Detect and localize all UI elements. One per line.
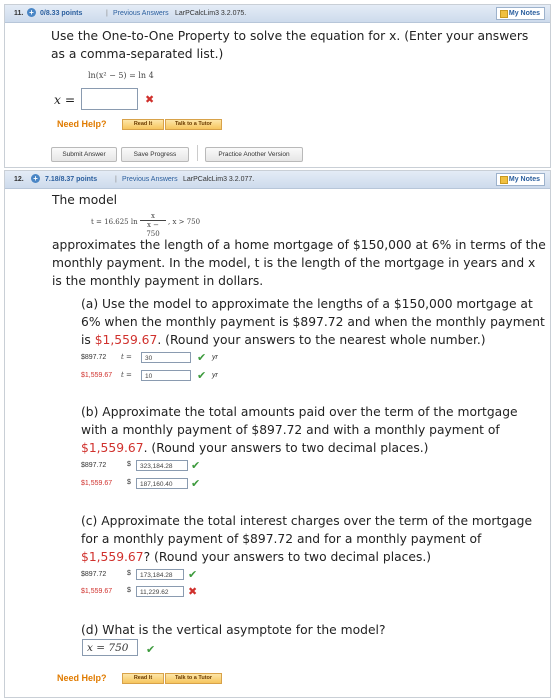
answer-input[interactable]: 10 [141,370,191,381]
answer-input[interactable]: x = 750 [82,639,138,656]
model-fraction [140,212,166,239]
question-11-header [5,5,550,23]
expand-icon[interactable]: + [27,8,36,17]
part-c-text [81,512,547,566]
correct-icon: ✔ [191,459,201,472]
question-number: 12. [14,176,24,183]
part-d-text: (d) What is the vertical asymptote for the model? [81,623,386,637]
my-notes-button[interactable]: My Notes [496,7,545,20]
model-denominator: x − 750 [146,221,160,238]
separator: | [115,176,117,183]
incorrect-icon: ✖ [145,93,155,106]
submit-answer-button[interactable]: Submit Answer [51,147,117,162]
part-c-text-pre: (c) Approximate the total interest charges over the term of the mortgage for a monthly payment of $897.72 and for a monthly payment of [81,514,533,546]
talk-to-tutor-button[interactable]: Talk to a Tutor [165,673,222,684]
need-help-label: Need Help? [57,673,107,683]
part-b-text [81,403,547,457]
answer-input[interactable] [81,88,138,110]
row-label: $897.72 [81,354,107,361]
source-label: LarPCalcLim3 3.2.077. [183,176,255,183]
question-12-header [5,171,550,189]
separator: | [106,10,108,17]
row-prefix: $ [127,587,131,594]
part-c-text-post: ? (Round your answers to two decimal places.) [143,550,432,564]
row-prefix: $ [127,570,131,577]
answer-input[interactable]: 11,229.62 [136,586,184,597]
points-score: 0/8.33 points [40,10,83,17]
answer-label: x = [54,93,76,107]
question-number: 11. [14,10,24,17]
practice-another-version-button[interactable]: Practice Another Version [205,147,303,162]
correct-icon: ✔ [191,477,201,490]
unit-label: yr [212,354,218,361]
part-b-red-value: $1,559.67 [81,441,144,455]
previous-answers-link[interactable]: Previous Answers [122,176,178,183]
correct-icon: ✔ [197,369,207,382]
question-11 [4,4,551,168]
save-progress-button[interactable]: Save Progress [121,147,189,162]
model-formula [91,212,291,238]
answer-input[interactable]: 323,184.28 [136,460,188,471]
question-prompt: Use the One-to-One Property to solve the equation for x. (Enter your answers as a comma-separated list.) [51,29,529,61]
part-b-text-post: . (Round your answers to two decimal places.) [143,441,429,455]
model-numerator: x [140,212,166,221]
my-notes-button[interactable]: My Notes [496,173,545,186]
model-description: approximates the length of a home mortgage of $150,000 at 6% in terms of the monthly payment. In the model, t is the length of the mortgage in years and x is the monthly payment in dollars. [52,238,546,288]
points-score: 7.18/8.37 points [45,176,98,183]
row-prefix: t = [121,371,132,379]
correct-icon: ✔ [188,568,198,581]
row-label: $1,559.67 [81,372,113,379]
read-it-button[interactable]: Read It [122,673,164,684]
model-condition: , x > 750 [168,218,201,226]
part-a-text-post: . (Round your answers to the nearest whole number.) [157,333,486,347]
part-a-text [81,295,547,349]
previous-answers-link[interactable]: Previous Answers [113,10,169,17]
answer-input[interactable]: 187,160.40 [136,478,188,489]
row-prefix: $ [127,479,131,486]
row-prefix: $ [127,461,131,468]
equation: ln(x² − 5) = ln 4 [88,71,154,80]
part-a-text-pre: (a) Use the model to approximate the lengths of a $150,000 mortgage at 6% when the monthly payment is $897.72 and when the monthly payment is [81,297,545,347]
part-a-red-value: $1,559.67 [94,333,158,347]
need-help-label: Need Help? [57,119,107,129]
row-prefix: t = [121,353,132,361]
unit-label: yr [212,372,218,379]
correct-icon: ✔ [197,351,207,364]
part-b-text-pre: (b) Approximate the total amounts paid over the term of the mortgage with a monthly payment of $897.72 and with a monthly payment of [81,405,518,437]
model-intro: The model [52,193,118,207]
question-12 [4,170,551,698]
row-label: $897.72 [81,462,107,469]
source-label: LarPCalcLim3 3.2.075. [175,10,247,17]
model-lhs: t = 16.625 ln [91,218,138,226]
part-c-red-value: $1,559.67 [81,550,144,564]
talk-to-tutor-button[interactable]: Talk to a Tutor [165,119,222,130]
row-label: $897.72 [81,571,107,578]
read-it-button[interactable]: Read It [122,119,164,130]
answer-input[interactable]: 30 [141,352,191,363]
incorrect-icon: ✖ [188,585,198,598]
answer-input[interactable]: 173,184.28 [136,569,184,580]
correct-icon: ✔ [146,643,156,656]
row-label: $1,559.67 [81,588,113,595]
divider [197,145,198,161]
row-label: $1,559.67 [81,480,113,487]
expand-icon[interactable]: + [31,174,40,183]
